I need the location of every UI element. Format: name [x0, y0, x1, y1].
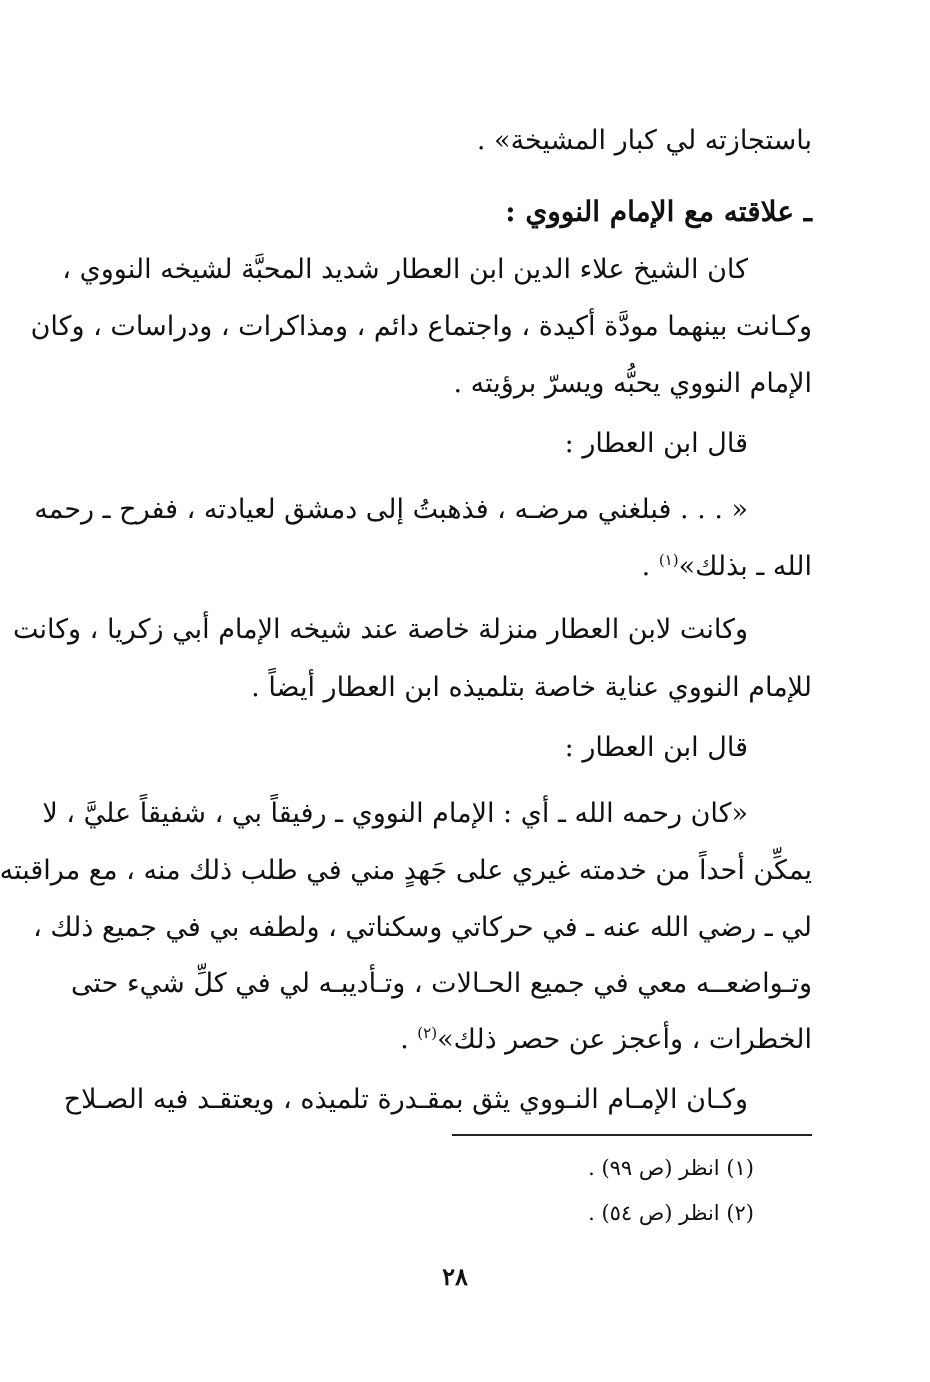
section-heading: ـ علاقته مع الإمام النووي :: [505, 195, 812, 228]
quote-line: وتـواضعــه معي في جميع الحـالات ، وتـأديبـه لي في كلِّ شيء حتى: [71, 968, 812, 999]
paragraph-line: للإمام النووي عناية خاصة بتلميذه ابن العطار أيضاً .: [251, 672, 812, 703]
footnote-divider: [452, 1134, 812, 1136]
quote-line: يمكِّن أحداً من خدمته غيري على جَهدٍ مني في طلب ذلك منه ، مع مراقبته: [0, 855, 812, 886]
paragraph-line: وكـان الإمـام النـووي يثق بمقـدرة تلميذه ، ويعتقـد فيه الصـلاح: [63, 1084, 748, 1115]
footnote-reference: (٢): [417, 1024, 438, 1042]
paragraph-line: قال ابن العطار :: [564, 732, 748, 763]
footnote: (١) انظر (ص ٩٩) .: [588, 1156, 754, 1180]
quote-line: « . . . فبلغني مرضـه ، فذهبتُ إلى دمشق لعيادته ، ففرح ـ رحمه: [34, 494, 748, 525]
quote-line: [400, 1020, 812, 1060]
quote-line: لي ـ رضي الله عنه ـ في حركاتي وسكناتي ، ولطفه بي في جميع ذلك ،: [33, 912, 812, 943]
page-number: ٢٨: [442, 1262, 468, 1291]
paragraph-line: وكانت لابن العطار منزلة خاصة عند شيخه الإمام أبي زكريا ، وكانت: [12, 614, 748, 645]
sentence-end: .: [400, 1024, 418, 1055]
quote-line: [642, 547, 812, 587]
paragraph-line: قال ابن العطار :: [564, 428, 748, 459]
quote-text: الخطرات ، وأعجز عن حصر ذلك»: [437, 1024, 812, 1055]
paragraph-line: الإمام النووي يحبُّه ويسرّ برؤيته .: [453, 368, 812, 399]
footnote-reference: (١): [658, 551, 679, 569]
paragraph-line: وكـانت بينهما مودَّة أكيدة ، واجتماع دائم ، ومذاكرات ، ودراسات ، وكان: [30, 311, 812, 342]
quote-text: الله ـ بذلك»: [678, 551, 812, 582]
paragraph-line: باستجازته لي كبار المشيخة» .: [476, 125, 812, 156]
footnote: (٢) انظر (ص ٥٤) .: [588, 1201, 754, 1225]
sentence-end: .: [641, 551, 659, 582]
paragraph-line: كان الشيخ علاء الدين ابن العطار شديد المحبَّة لشيخه النووي ،: [62, 254, 748, 285]
quote-line: «كان رحمه الله ـ أي : الإمام النووي ـ رفيقاً بي ، شفيقاً عليَّ ، لا: [42, 798, 748, 829]
